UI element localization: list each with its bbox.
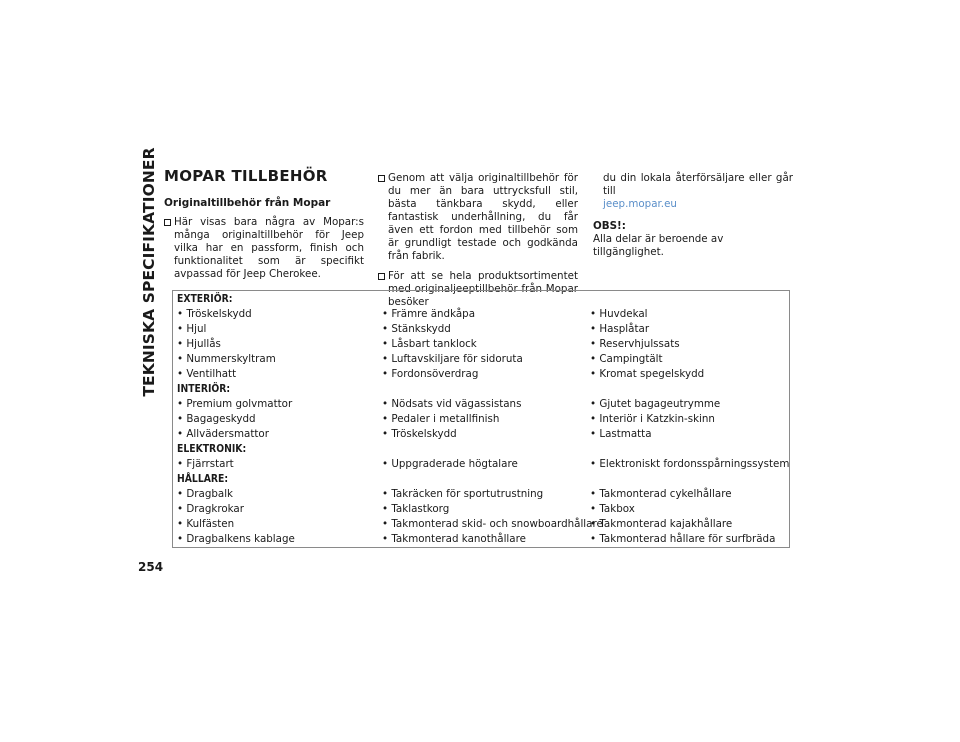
table-cell: • Takmonterad skid- och snowboardhållare	[382, 517, 603, 530]
table-cell: • Främre ändkåpa	[382, 307, 476, 320]
table-row	[177, 396, 785, 411]
table-cell: • Låsbart tanklock	[382, 337, 477, 350]
table-cell: • Hjullås	[177, 337, 221, 350]
table-cell: • Fjärrstart	[177, 457, 234, 470]
table-row	[177, 366, 785, 381]
bullet-item	[164, 216, 364, 281]
table-cell: • Kulfästen	[177, 517, 235, 530]
table-cell: • Tröskelskydd	[382, 427, 457, 440]
table-row	[177, 351, 785, 366]
table-cell: • Allvädersmattor	[177, 427, 269, 440]
table-row	[177, 456, 790, 471]
table-cell: • Takmonterad hållare för surfbräda	[590, 532, 776, 545]
table-cell: • Tröskelskydd	[177, 307, 252, 320]
table-cell: • Hjul	[177, 322, 207, 335]
side-section-title	[136, 147, 162, 397]
bullet-text: Här visas bara några av Mopar:s många originaltillbehör för Jeep vilka har en passform, finish och funktionalitet som är specifikt avpassad för Jeep Cherokee.	[174, 216, 364, 280]
table-cell: • Gjutet bagageutrymme	[590, 397, 721, 410]
table-cell: • Stänkskydd	[382, 322, 451, 335]
table-cell: • Takbox	[590, 502, 635, 515]
column-1	[164, 167, 364, 288]
table-cell: • Dragbalk	[177, 487, 234, 500]
table-cell: • Dragkrokar	[177, 502, 244, 515]
table-cell: • Nummerskyltram	[177, 352, 276, 365]
table-cell: • Elektroniskt fordonsspårningssystem	[590, 457, 790, 470]
table-row	[177, 501, 785, 516]
category-interior: INTERIÖR:	[177, 382, 231, 395]
table-cell: • Takräcken för sportutrustning	[382, 487, 544, 500]
category-electronics: ELEKTRONIK:	[177, 442, 247, 455]
table-cell: • Takmonterad kajakhållare	[590, 517, 733, 530]
bullet-item	[378, 172, 578, 263]
table-row	[177, 306, 785, 321]
bullet-text: För att se hela produktsortimentet med originaljeeptillbehör från Mopar besöker	[388, 270, 578, 308]
table-cell: • Takmonterad kanothållare	[382, 532, 526, 545]
table-row	[177, 426, 785, 441]
accessories-table	[172, 290, 790, 548]
page-number: 254	[138, 560, 164, 574]
note-label: OBS!:	[593, 220, 626, 232]
table-row	[177, 321, 785, 336]
table-row	[177, 486, 785, 501]
side-section-title-text: TEKNISKA SPECIFIKATIONER	[140, 147, 158, 397]
section-title: MOPAR TILLBEHÖR	[164, 167, 328, 185]
square-bullet-icon	[378, 273, 385, 280]
table-cell: • Huvdekal	[590, 307, 648, 320]
table-cell: • Pedaler i metallfinish	[382, 412, 500, 425]
subtitle: Originaltillbehör från Mopar	[164, 197, 331, 209]
category-carriers: HÅLLARE:	[177, 472, 229, 485]
bullet-text: Genom att välja originaltillbehör för du mer än bara uttrycksfull stil, bästa tänkbara skydd, eller fantastisk underhållning, du får även ett fordon med tillbehör som är grundligt testade och godkända från fabrik.	[388, 172, 578, 262]
table-cell: • Nödsats vid vägassistans	[382, 397, 522, 410]
table-cell: • Bagageskydd	[177, 412, 256, 425]
table-cell: • Taklastkorg	[382, 502, 450, 515]
table-cell: • Fordonsöverdrag	[382, 367, 479, 380]
table-cell: • Takmonterad cykelhållare	[590, 487, 732, 500]
table-cell: • Reservhjulssats	[590, 337, 680, 350]
column-3	[593, 172, 793, 259]
table-cell: • Luftavskiljare för sidoruta	[382, 352, 523, 365]
bullet-continuation	[593, 172, 793, 211]
table-cell: • Ventilhatt	[177, 367, 237, 380]
table-row	[177, 411, 785, 426]
table-cell: • Hasplåtar	[590, 322, 650, 335]
square-bullet-icon	[378, 175, 385, 182]
table-cell: • Premium golvmattor	[177, 397, 293, 410]
note-text: Alla delar är beroende av tillgänglighet.	[593, 233, 724, 258]
table-cell: • Uppgraderade högtalare	[382, 457, 518, 470]
table-cell: • Campingtält	[590, 352, 663, 365]
table-cell: • Dragbalkens kablage	[177, 532, 295, 545]
continuation-text: du din lokala återförsäljare eller går till	[603, 172, 793, 197]
table-row	[177, 531, 785, 546]
square-bullet-icon	[164, 219, 171, 226]
table-cell: • Kromat spegelskydd	[590, 367, 705, 380]
table-row	[177, 516, 785, 531]
mopar-link[interactable]: jeep.mopar.eu	[603, 198, 677, 210]
category-exterior: EXTERIÖR:	[177, 292, 233, 305]
table-cell: • Lastmatta	[590, 427, 652, 440]
table-cell: • Interiör i Katzkin-skinn	[590, 412, 715, 425]
table-row	[177, 336, 785, 351]
